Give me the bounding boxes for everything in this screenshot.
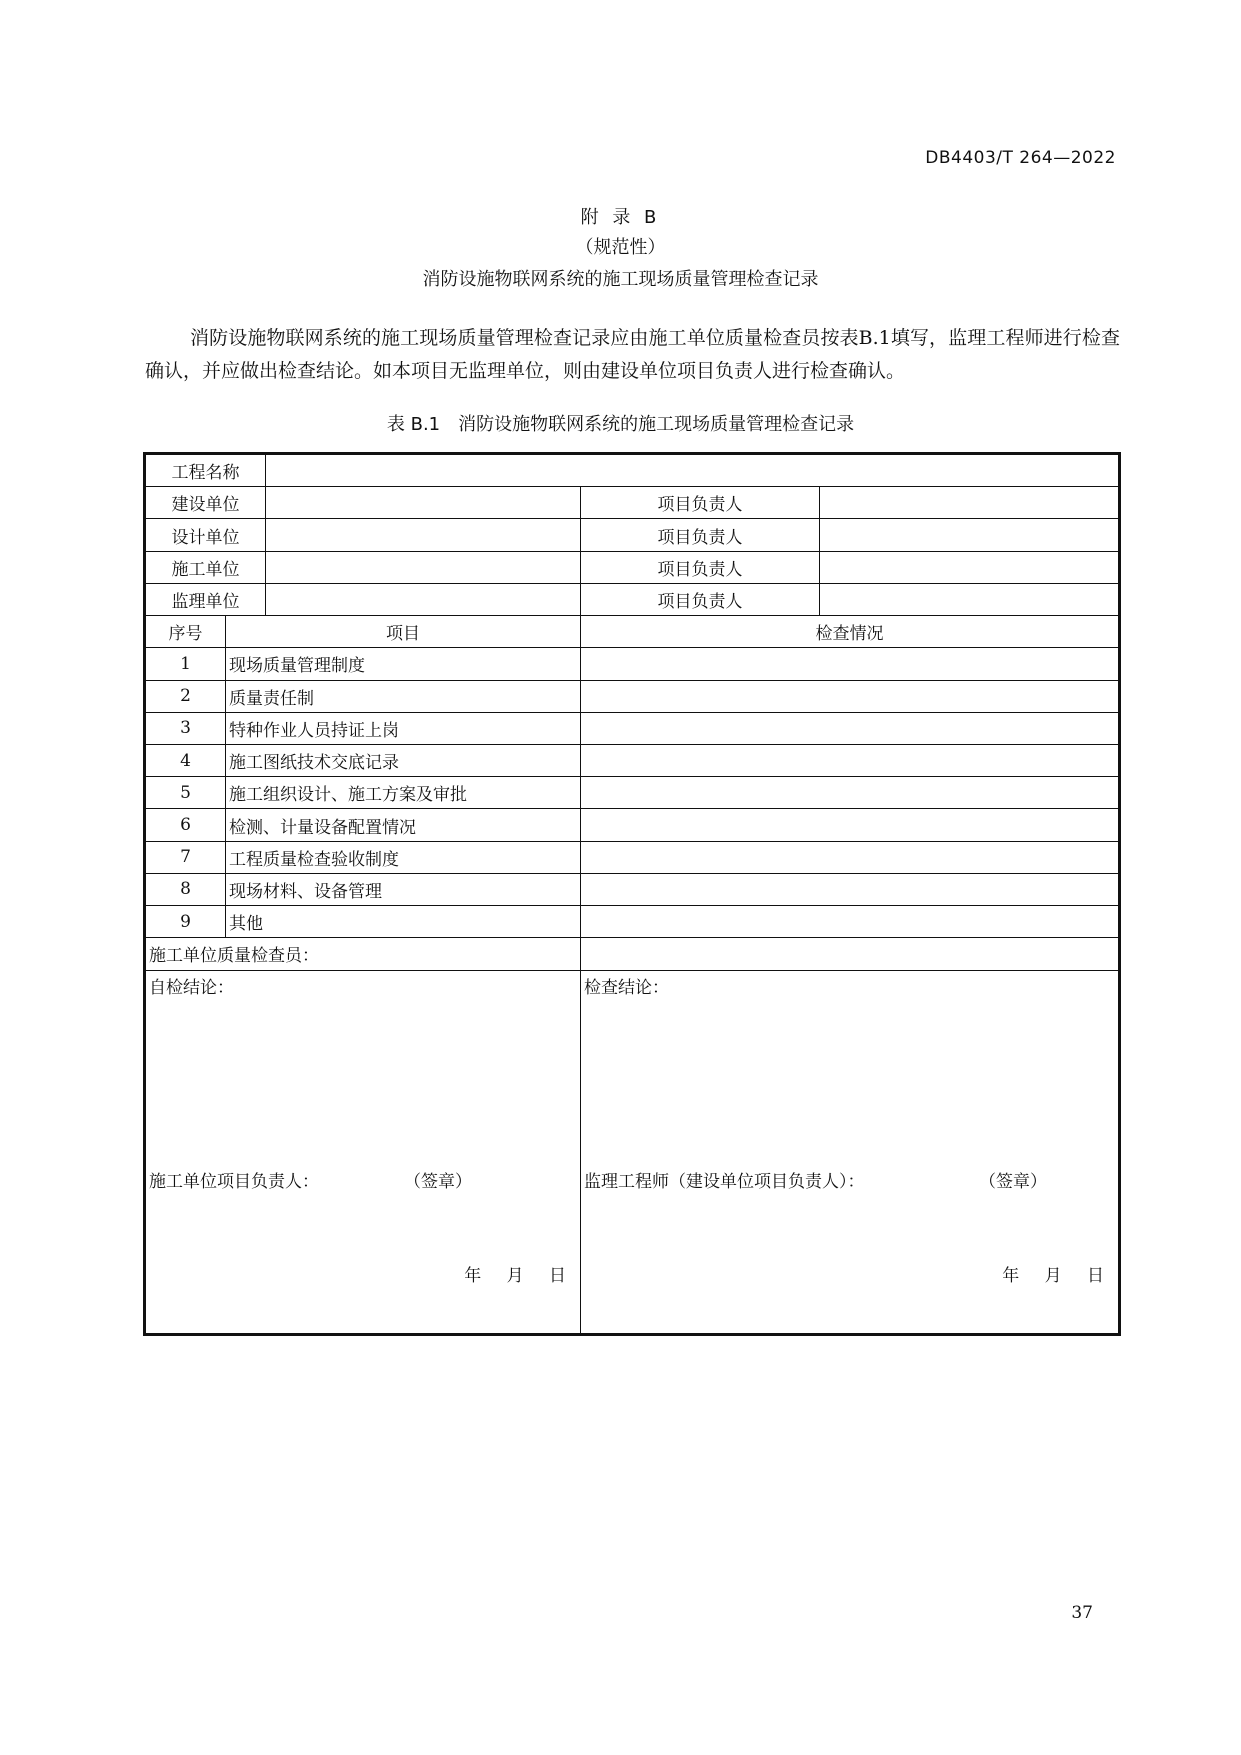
row-number: 7 (145, 841, 226, 873)
inspector-label: 施工单位质量检查员： (145, 938, 581, 970)
self-check-date: 年 月 日 (464, 1265, 576, 1286)
appendix-normative: （规范性） (575, 237, 666, 258)
conclusion-row (145, 970, 1120, 1335)
row-item: 现场质量管理制度 (226, 648, 581, 680)
supervision-date: 年 月 日 (1002, 1265, 1115, 1286)
self-check-signer: 施工单位项目负责人： (149, 1171, 319, 1192)
row-check[interactable] (581, 777, 1120, 809)
self-check-label: 自检结论： (149, 977, 234, 998)
table-header-row (145, 616, 1120, 648)
lead-label: 项目负责人 (581, 583, 820, 615)
table-row (145, 583, 1120, 615)
document-code: DB4403/T 264—2022 (925, 148, 1116, 168)
row-item: 特种作业人员持证上岗 (226, 712, 581, 744)
project-name-value[interactable] (266, 454, 1120, 487)
table-row (145, 938, 1120, 970)
unit-value[interactable] (266, 583, 581, 615)
unit-label: 建设单位 (145, 487, 266, 519)
unit-value[interactable] (266, 551, 581, 583)
intro-paragraph: 消防设施物联网系统的施工现场质量管理检查记录应由施工单位质量检查员按表B.1填写，监理工程师进行检查确认，并应做出检查结论。如本项目无监理单位，则由建设单位项目负责人进行检查确认。 (145, 327, 1120, 382)
row-item: 施工组织设计、施工方案及审批 (226, 777, 581, 809)
lead-label: 项目负责人 (581, 551, 820, 583)
row-number: 4 (145, 744, 226, 776)
row-number: 8 (145, 873, 226, 905)
table-row (145, 712, 1120, 744)
row-number: 1 (145, 648, 226, 680)
row-check[interactable] (581, 680, 1120, 712)
project-name-label: 工程名称 (145, 454, 266, 487)
row-number: 6 (145, 809, 226, 841)
lead-label: 项目负责人 (581, 519, 820, 551)
lead-value[interactable] (820, 487, 1120, 519)
supervision-conclusion-cell[interactable] (581, 970, 1120, 1335)
row-item: 现场材料、设备管理 (226, 873, 581, 905)
row-item: 施工图纸技术交底记录 (226, 744, 581, 776)
unit-label: 监理单位 (145, 583, 266, 615)
page-number: 37 (1071, 1603, 1093, 1623)
self-check-conclusion-cell[interactable] (145, 970, 581, 1335)
table-caption: 表 B.1 消防设施物联网系统的施工现场质量管理检查记录 (386, 414, 855, 435)
unit-value[interactable] (266, 519, 581, 551)
table-row (145, 454, 1120, 487)
supervision-signer: 监理工程师（建设单位项目负责人）： (584, 1171, 865, 1192)
appendix-label: 附 录 B (580, 207, 661, 228)
lead-label: 项目负责人 (581, 487, 820, 519)
self-check-seal: （签章） (404, 1171, 472, 1192)
unit-label: 施工单位 (145, 551, 266, 583)
lead-value[interactable] (820, 519, 1120, 551)
table-row (145, 551, 1120, 583)
row-check[interactable] (581, 809, 1120, 841)
table-row (145, 873, 1120, 905)
row-check[interactable] (581, 744, 1120, 776)
table-row (145, 777, 1120, 809)
row-number: 2 (145, 680, 226, 712)
table-row (145, 744, 1120, 776)
table-row (145, 648, 1120, 680)
table-row (145, 809, 1120, 841)
table-row (145, 680, 1120, 712)
supervision-label: 检查结论： (584, 977, 669, 998)
row-number: 9 (145, 906, 226, 938)
unit-label: 设计单位 (145, 519, 266, 551)
row-check[interactable] (581, 648, 1120, 680)
row-check[interactable] (581, 906, 1120, 938)
row-check[interactable] (581, 841, 1120, 873)
lead-value[interactable] (820, 583, 1120, 615)
lead-value[interactable] (820, 551, 1120, 583)
table-row (145, 906, 1120, 938)
row-check[interactable] (581, 712, 1120, 744)
check-header: 检查情况 (581, 616, 1120, 648)
row-number: 3 (145, 712, 226, 744)
table-row (145, 519, 1120, 551)
seq-header: 序号 (145, 616, 226, 648)
row-number: 5 (145, 777, 226, 809)
inspector-value[interactable] (581, 938, 1120, 970)
quality-check-record-table (143, 452, 1121, 1336)
table-row (145, 487, 1120, 519)
unit-value[interactable] (266, 487, 581, 519)
row-item: 其他 (226, 906, 581, 938)
table-row (145, 841, 1120, 873)
supervision-seal: （签章） (979, 1171, 1047, 1192)
appendix-title: 消防设施物联网系统的施工现场质量管理检查记录 (422, 269, 819, 290)
row-check[interactable] (581, 873, 1120, 905)
row-item: 检测、计量设备配置情况 (226, 809, 581, 841)
row-item: 质量责任制 (226, 680, 581, 712)
row-item: 工程质量检查验收制度 (226, 841, 581, 873)
item-header: 项目 (226, 616, 581, 648)
